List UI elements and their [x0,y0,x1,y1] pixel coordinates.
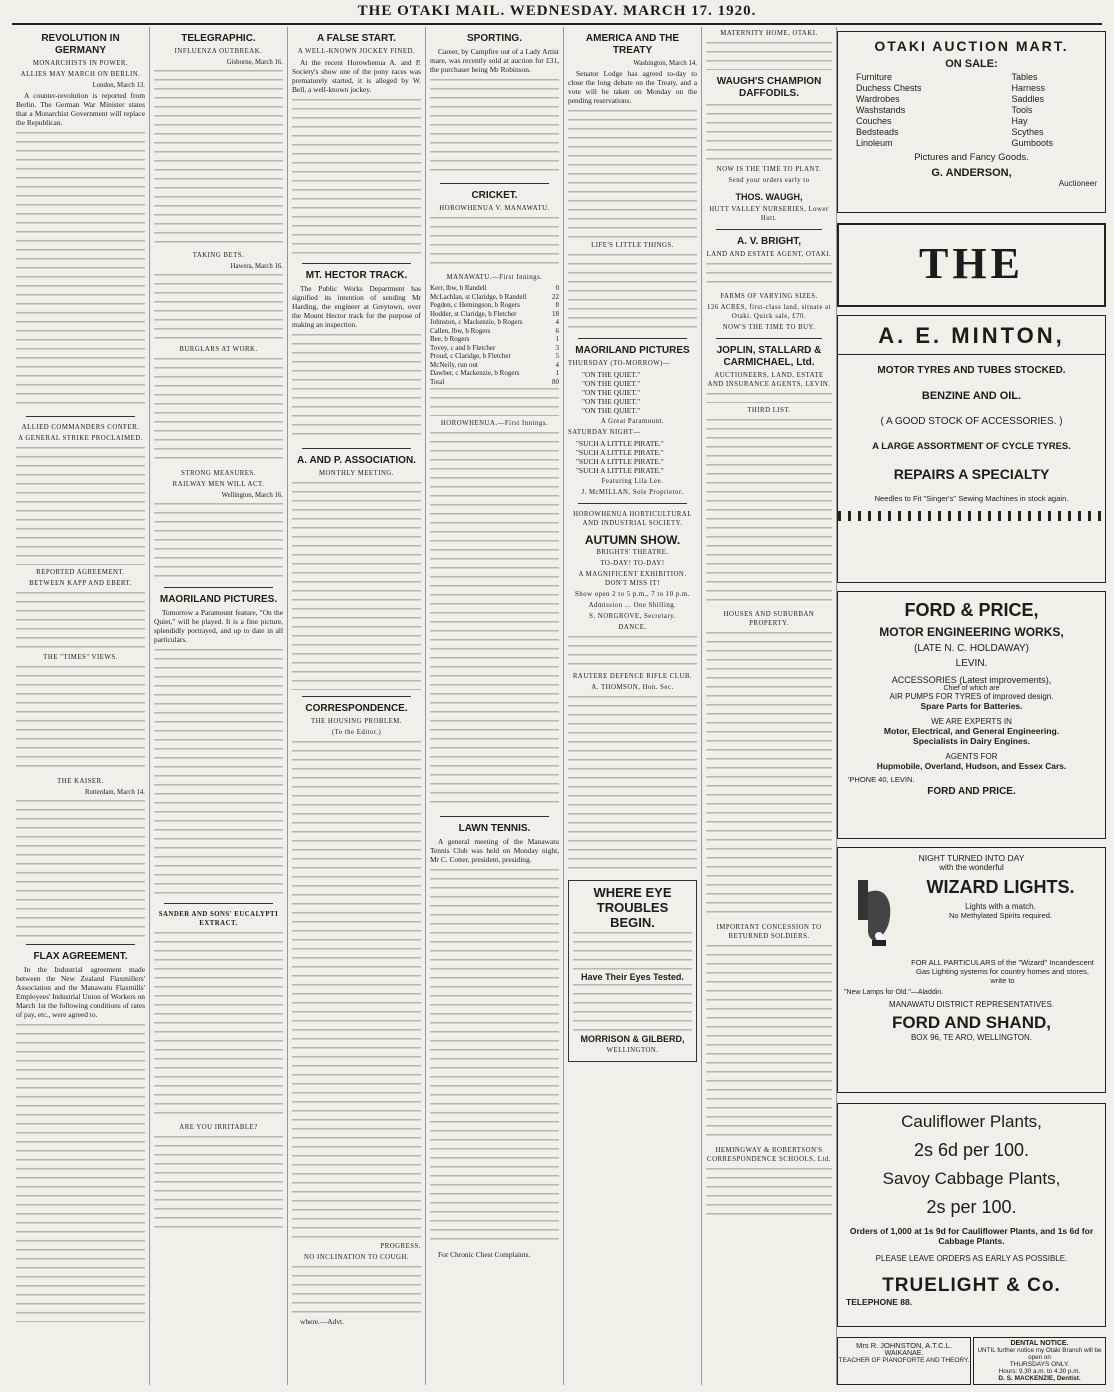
subhead: S. NORGROVE, Secretary. [589,613,676,620]
subhead: RAUTERE DEFENCE RIFLE CLUB. [572,673,693,680]
score-row [430,310,559,319]
auction-item: Couches [856,116,892,126]
subhead: Send your orders early to [728,177,810,184]
auction-item: Scythes [1011,127,1044,137]
auction-item: Tools [1011,105,1033,115]
paragraph: Career, by Campfire out of a Lady Artist mare, was recently sold at auction for £31, the purchaser being Mr Robinson. [430,47,559,74]
subhead: NOW IS THE TIME TO PLANT. [716,166,822,173]
subhead: J. McMILLAN, Sole Proprietor. [581,489,684,496]
subhead: BRIGHTS' THEATRE. [596,549,669,556]
auction-item: Bedsteads [856,127,899,137]
illegible-text [154,501,283,581]
runs: 8 [555,301,559,309]
paragraph: A counter-revolution is reported from Berlin. The German War Minister states that a Monarchist Government will replace the Republican. [16,91,145,127]
divider [440,183,549,184]
ford-line: LEVIN. [955,658,988,669]
headline-maoriland-pictures: MAORILAND PICTURES [575,345,690,356]
subhead: THIRD LIST. [747,407,791,414]
wizard-line: "New Lamps for Old."—Aladdin. [844,989,944,996]
johnston-name: Mrs R. JOHNSTON, A.T.C.L. [856,1341,952,1350]
subhead: A MAGNIFICENT EXHIBITION. DON'T MISS IT! [578,571,687,587]
subhead: IMPORTANT CONCESSION TO RETURNED SOLDIERS. [716,924,822,940]
dateline: Wellington, March 16. [221,492,283,499]
illegible-text [16,445,145,565]
subhead: FARMS OF VARYING SIZES. [720,293,818,300]
score-row [430,335,559,344]
dental-sign: D. S. MACKENZIE, Dentist. [998,1375,1081,1382]
wizard-sign: FORD AND SHAND, [892,1013,1051,1032]
headline-joplin: JOPLIN, STALLARD & CARMICHAEL, Ltd. [716,345,822,368]
illegible-text [706,391,832,403]
divider [578,338,687,339]
auction-sign: G. ANDERSON, [931,167,1012,179]
ford-line: AGENTS FOR [945,752,998,761]
score-row [430,361,559,370]
subhead: THE "TIMES" VIEWS. [43,654,118,661]
subhead: NOW'S THE TIME TO BUY. [722,324,816,331]
batsman: McLachlan, st Claridge, b Randell [430,292,527,301]
auction-item: Linoleum [856,138,893,148]
illegible-text [706,102,832,162]
batsman: Kerr, lbw, b Randell [430,284,487,292]
auction-items-right [972,72,1088,149]
batsman: Callen, lbw, b Rogers [430,326,491,335]
auction-item: Furniture [856,72,893,82]
divider [26,416,135,417]
illegible-text [292,97,421,257]
byko-title: THE [919,239,1024,288]
subhead: Featuring Lila Lee. [601,478,664,485]
headline-autumn-show: AUTUMN SHOW. [584,533,681,547]
auction-items-left [856,72,972,149]
subhead: HOROWHENUA V. MANAWATU. [439,205,550,212]
paragraph: In the Industrial agreement made between the New Zealand Flaxmillers' Association and the Manawatu Flaxmills' Employees' Industrial Union of Workers on March 1st the following conditions of rates of pay, etc., were agreed to. [16,965,145,1019]
scorecard [430,284,559,378]
subhead: HOROWHENUA.—First Innings. [440,420,549,427]
subhead: THE KAISER. [57,778,104,785]
subhead: ALLIES MAY MARCH ON BERLIN. [20,71,141,78]
minton-line: ( A GOOD STOCK OF ACCESSORIES. ) [880,416,1063,427]
paragraph: Tomorrow a Paramount feature, "On the Quiet," will be played. It is a fine picture, splendidly portrayed, and up to date in all particulars. [154,608,283,644]
minton-line: MOTOR TYRES AND TUBES STOCKED. [877,365,1066,376]
headline-bright: A. V. BRIGHT, [736,236,802,247]
illegible-text [154,1134,283,1234]
plants-phone: TELEPHONE 88. [846,1297,913,1307]
ford-line: Specialists in Dairy Engines. [912,736,1030,746]
column-1 [12,27,150,1385]
headline-america-treaty: AMERICA AND THE TREATY [585,33,680,56]
illegible-text [154,272,283,342]
divider [164,587,273,588]
subhead: ARE YOU IRRITABLE? [179,1124,258,1131]
subhead: HUTT VALLEY NURSERIES, Lower Hutt. [709,206,829,222]
subhead: 126 ACRES, first-class land, situate at Otaki. Quick sale, £70. [707,304,831,320]
ford-line: Hupmobile, Overland, Hudson, and Essex Cars. [876,761,1067,771]
subhead: LAND AND ESTATE AGENT, OTAKI. [706,251,832,258]
runs: 18 [552,309,559,318]
johnston-advert [837,1337,971,1385]
ford-line: WE ARE EXPERTS IN [931,717,1012,726]
score-row [430,344,559,353]
wizard-line: NIGHT TURNED INTO DAY [918,853,1025,863]
ford-sub: MOTOR ENGINEERING WORKS, [879,625,1064,639]
subhead: HOUSES AND SUBURBAN PROPERTY. [723,611,815,627]
subhead: PROGRESS. [380,1243,421,1250]
ford-sign: FORD AND PRICE. [927,786,1016,797]
runs: 6 [555,326,559,335]
film-title: "ON THE QUIET." [582,379,641,388]
illegible-text [568,694,697,874]
auction-item: Duchess Chests [856,83,922,93]
paragraph: For Chronic Chest Complaints. [438,1250,531,1259]
divider [26,944,135,945]
illegible-text [706,261,832,289]
wizard-line: with the wonderful [939,863,1004,872]
subhead: RAILWAY MEN WILL ACT. [172,481,265,488]
score-row [430,327,559,336]
headline-lawn-tennis: LAWN TENNIS. [458,823,531,834]
subhead: TO-DAY! TO-DAY! [600,560,665,567]
ford-line: Chief of which are [943,685,1000,692]
film-title: "ON THE QUIET." [582,406,641,415]
illegible-text [154,647,283,897]
column-2 [150,27,288,1385]
batsman: Bee, b Rogers [430,335,470,343]
lamp-icon [852,878,896,948]
divider [716,229,822,230]
auction-role: Auctioneer [1058,179,1097,188]
auction-mart-advert [837,31,1106,213]
subhead: SANDER AND SONS' EUCALYPTI EXTRACT. [158,911,279,927]
minton-title: A. E. MINTON, [838,322,1105,355]
film-title: "ON THE QUIET." [582,397,641,406]
illegible-text [292,739,421,1239]
column-6 [702,27,837,1385]
subhead: NO INCLINATION TO COUGH. [303,1254,409,1261]
score-row [430,284,559,293]
batsman: Hodder, st Claridge, b Fletcher [430,309,517,318]
illegible-text [568,634,697,669]
headline-waugh: WAUGH'S CHAMPION DAFFODILS. [716,76,822,99]
batsman: Pegden, c Hemingson, b Rogers [430,301,520,309]
score-row [430,293,559,302]
wizard-line: No Methylated Spirits required. [949,911,1052,920]
runs: 1 [555,335,559,343]
dental-notice-advert [973,1337,1106,1385]
illegible-text [292,1264,421,1314]
auction-item: Gumboots [1011,138,1054,148]
film-title: "ON THE QUIET." [582,388,641,397]
subhead: HEMINGWAY & ROBERTSON'S CORRESPONDENCE SCHOOLS, Ltd. [707,1147,831,1163]
auction-title: OTAKI AUCTION MART. [874,38,1069,54]
illegible-text [568,252,697,332]
score-row [430,301,559,310]
wizard-line: MANAWATU DISTRICT REPRESENTATIVES. [888,1000,1055,1009]
runs: 3 [555,343,559,352]
minton-advert [837,315,1106,583]
headline-telegraphic: TELEGRAPHIC. [181,33,256,44]
dateline: Rotterdam, March 14. [84,789,145,796]
paragraph: Senator Lodge has agreed to-day to close the long debate on the Treaty, and a vote will be taken on Monday on the pending reservations. [568,69,697,105]
paragraph: A general meeting of the Manawatu Tennis Club was held on Monday night, Mr C. Cotter, president, presiding. [430,837,559,864]
headline-maoriland: MAORILAND PICTURES. [159,594,278,605]
score-row [430,318,559,327]
johnston-line: TEACHER OF PIANOFORTE AND THEORY. [838,1357,970,1364]
ford-price-advert [837,591,1106,839]
ford-line: AIR PUMPS FOR TYRES of improved design. [889,692,1054,701]
divider [302,448,411,449]
subhead: REPORTED AGREEMENT. [36,569,125,576]
wizard-lights-advert [837,847,1106,1093]
batsman: Proud, c Claridge, b Fletcher [430,352,511,360]
subhead: DANCE. [618,624,647,631]
score-row [430,369,559,378]
ford-line: Spare Parts for Batteries. [920,701,1023,711]
illegible-text [154,930,283,1120]
illegible-text [706,417,832,607]
plants-line: Orders of 1,000 at 1s 9d for Cauliflower Plants, and 1s 6d for Cabbage Plants. [849,1226,1094,1246]
runs: 1 [555,369,559,377]
column-5 [564,27,702,1385]
illegible-text [430,77,559,177]
film-title: "SUCH A LITTLE PIRATE." [576,439,664,448]
dental-line: THURSDAYS ONLY. [1009,1361,1070,1368]
subhead: INFLUENZA OUTBREAK. [174,48,263,55]
divider [440,816,549,817]
subhead: A GENERAL STRIKE PROCLAIMED. [18,435,143,442]
subhead: Admission ... One Shilling. [588,602,677,609]
auction-item: Harness [1011,83,1046,93]
illegible-text [573,930,692,970]
auction-line: Pictures and Fancy Goods. [914,152,1029,163]
illegible-text [16,1022,145,1322]
illegible-text [16,798,145,938]
subhead: MATERNITY HOME, OTAKI. [720,30,818,37]
runs: 22 [552,292,559,301]
auction-item: Hay [1011,116,1028,126]
dateline: Gisborne, March 16. [226,59,283,66]
subhead: A. THOMSON, Hon. Sec. [591,684,674,691]
advert-address: WELLINGTON. [606,1047,659,1054]
runs: 0 [555,284,559,292]
ford-line: ACCESSORIES (Latest improvements), [891,675,1052,685]
subhead: LIFE'S LITTLE THINGS. [591,242,674,249]
paragraph: The Public Works Department has signified its intention of sending Mr Harding, the engineer at Greytown, over the Mount Hector track for the purpose of making an inspection. [292,284,421,329]
score-total: Total 80 [430,377,559,386]
ford-title: FORD & PRICE, [904,600,1039,620]
subhead: MONTHLY MEETING. [318,470,395,477]
ford-line: 'PHONE 40, LEVIN. [848,775,915,784]
illegible-text [706,1166,832,1216]
ford-line: Motor, Electrical, and General Engineering. [883,726,1060,736]
headline-false-start: A FALSE START. [317,33,396,44]
plants-advert [837,1103,1106,1327]
plants-line: Savoy Cabbage Plants, [882,1169,1061,1188]
illegible-text [430,867,559,1247]
dateline: London, March 13. [92,82,145,89]
subhead: A Great Paramount. [600,418,665,425]
dateline: Hawera, March 16. [230,263,283,270]
film-title: "ON THE QUIET." [582,370,641,379]
batsman: Johnston, c Mackenzie, b Rogers [430,318,523,326]
headline-revolution: REVOLUTION IN GERMANY [41,33,120,56]
headline-mt-hector: MT. HECTOR TRACK. [305,270,408,281]
batsman: Dawber, c Mackenzie, b Rogers [430,369,520,377]
advert-subhead: Have Their Eyes Tested. [581,972,684,982]
headline-correspondence: CORRESPONDENCE. [305,703,408,714]
subhead: A WELL-KNOWN JOCKEY FINED. [297,48,416,55]
illegible-text [706,40,832,70]
auction-item: Saddles [1011,94,1045,104]
illegible-text [16,664,145,774]
divider [578,503,687,504]
dental-line: UNTIL further notice my Otaki Branch will be open on [977,1347,1102,1361]
plants-line: 2s 6d per 100. [913,1140,1030,1160]
illegible-text [154,68,283,248]
masthead-rule [12,23,1102,25]
wizard-line: Lights with a match. [965,902,1036,911]
ford-line: (LATE N. C. HOLDAWAY) [913,643,1029,654]
divider [302,263,411,264]
subhead: AUCTIONEERS, LAND, ESTATE AND INSURANCE AGENTS, LEVIN. [707,372,831,388]
runs: 5 [555,352,559,360]
masthead: THE OTAKI MAIL. WEDNESDAY. MARCH 17. 1920. [357,3,757,19]
batsman: Tovey, c and b Fletcher [430,343,496,352]
illegible-text [706,630,832,920]
advert-signature: THOS. WAUGH, [735,192,803,202]
divider [716,338,822,339]
paragraph: At the recent Horowhenua A. and P. Society's show one of the pony races was prematurely started, it is alleged by W. Bell, a well-known jockey. [292,58,421,94]
wizard-title: WIZARD LIGHTS. [926,877,1075,897]
illegible-text [16,590,145,650]
illegible-text [154,356,283,466]
illegible-text [292,480,421,690]
film-list [568,370,697,415]
byko-advert [837,223,1106,307]
subhead: THE HOUSING PROBLEM. [311,718,402,725]
minton-line: A LARGE ASSORTMENT OF CYCLE TYRES. [872,441,1071,452]
subhead: ALLIED COMMANDERS CONFER. [21,424,140,431]
illegible-text [292,332,421,442]
wizard-line: FOR ALL PARTICULARS of the "Wizard" Incandescent Gas Lighting systems for country homes and stores, write to [911,958,1094,985]
subhead: TAKING BETS. [192,252,245,259]
film-title: "SUCH A LITTLE PIRATE." [576,448,664,457]
dateline: Washington, March 14. [633,60,697,67]
subhead: SATURDAY NIGHT— [568,429,641,436]
illegible-text [430,386,559,416]
score-row [430,352,559,361]
subhead: BETWEEN KAPP AND EBERT. [29,580,132,587]
illegible-text [430,430,559,810]
headline-flax: FLAX AGREEMENT. [33,951,128,962]
auction-item: Wardrobes [856,94,900,104]
advert-headline: WHERE EYE TROUBLES BEGIN. [593,885,672,930]
illegible-text [573,982,692,1032]
divider [302,696,411,697]
subhead: MONARCHISTS IN POWER. [32,60,129,67]
auction-sub: ON SALE: [945,58,998,70]
plants-line: PLEASE LEAVE ORDERS AS EARLY AS POSSIBLE. [875,1254,1068,1263]
auction-items [838,72,1105,149]
plants-line: 2s per 100. [926,1197,1017,1217]
column-3 [288,27,426,1385]
plants-sign: TRUELIGHT & Co. [882,1275,1061,1296]
divider [164,903,273,904]
newspaper-page [12,27,1106,1385]
headline-sporting: SPORTING. [466,33,522,44]
subhead: (To the Editor.) [331,729,382,736]
johnston-line: WAIKANAE. [884,1350,924,1357]
auction-item: Tables [1011,72,1038,82]
runs: 4 [555,360,559,369]
subhead: BURGLARS AT WORK. [179,346,258,353]
minton-line: Needles to Fit "Singer's" Sewing Machines in stock again. [874,494,1069,503]
wizard-addr: BOX 96, TE ARO, WELLINGTON. [910,1033,1033,1042]
minton-line: REPAIRS A SPECIALTY [893,466,1050,482]
paragraph: where.—Advt. [300,1317,344,1326]
illegible-text [430,215,559,270]
headline-a-and-p: A. AND P. ASSOCIATION. [297,455,416,466]
advert-signature: MORRISON & GILBERD, [580,1034,685,1044]
subhead: HOROWHENUA HORTICULTURAL AND INDUSTRIAL SOCIETY. [573,511,692,527]
runs: 4 [555,318,559,326]
plants-line: Cauliflower Plants, [901,1112,1042,1131]
subhead: Show open 2 to 5 p.m., 7 to 10 p.m. [575,591,690,598]
film-title: "SUCH A LITTLE PIRATE." [576,457,664,466]
illegible-text [16,130,145,410]
illegible-text [568,108,697,238]
batsman: McNeily, run out [430,360,478,369]
subhead: THURSDAY (TO-MORROW)— [568,360,671,367]
subhead: STRONG MEASURES. [181,470,256,477]
advert-column [837,27,1106,1385]
illegible-text [706,943,832,1143]
film-title: "SUCH A LITTLE PIRATE." [576,466,664,475]
headline-cricket: CRICKET. [471,190,518,201]
column-4 [426,27,564,1385]
subhead: MANAWATU.—First Innings. [446,274,543,281]
dental-title: DENTAL NOTICE. [1010,1340,1069,1347]
eye-troubles-advert [568,880,697,1062]
auction-item: Washstands [856,105,906,115]
decorative-border [838,511,1105,521]
minton-line: BENZINE AND OIL. [921,390,1022,402]
dental-line: Hours: 9.30 a.m. to 4.30 p.m. [998,1368,1081,1375]
film-list [568,439,697,475]
